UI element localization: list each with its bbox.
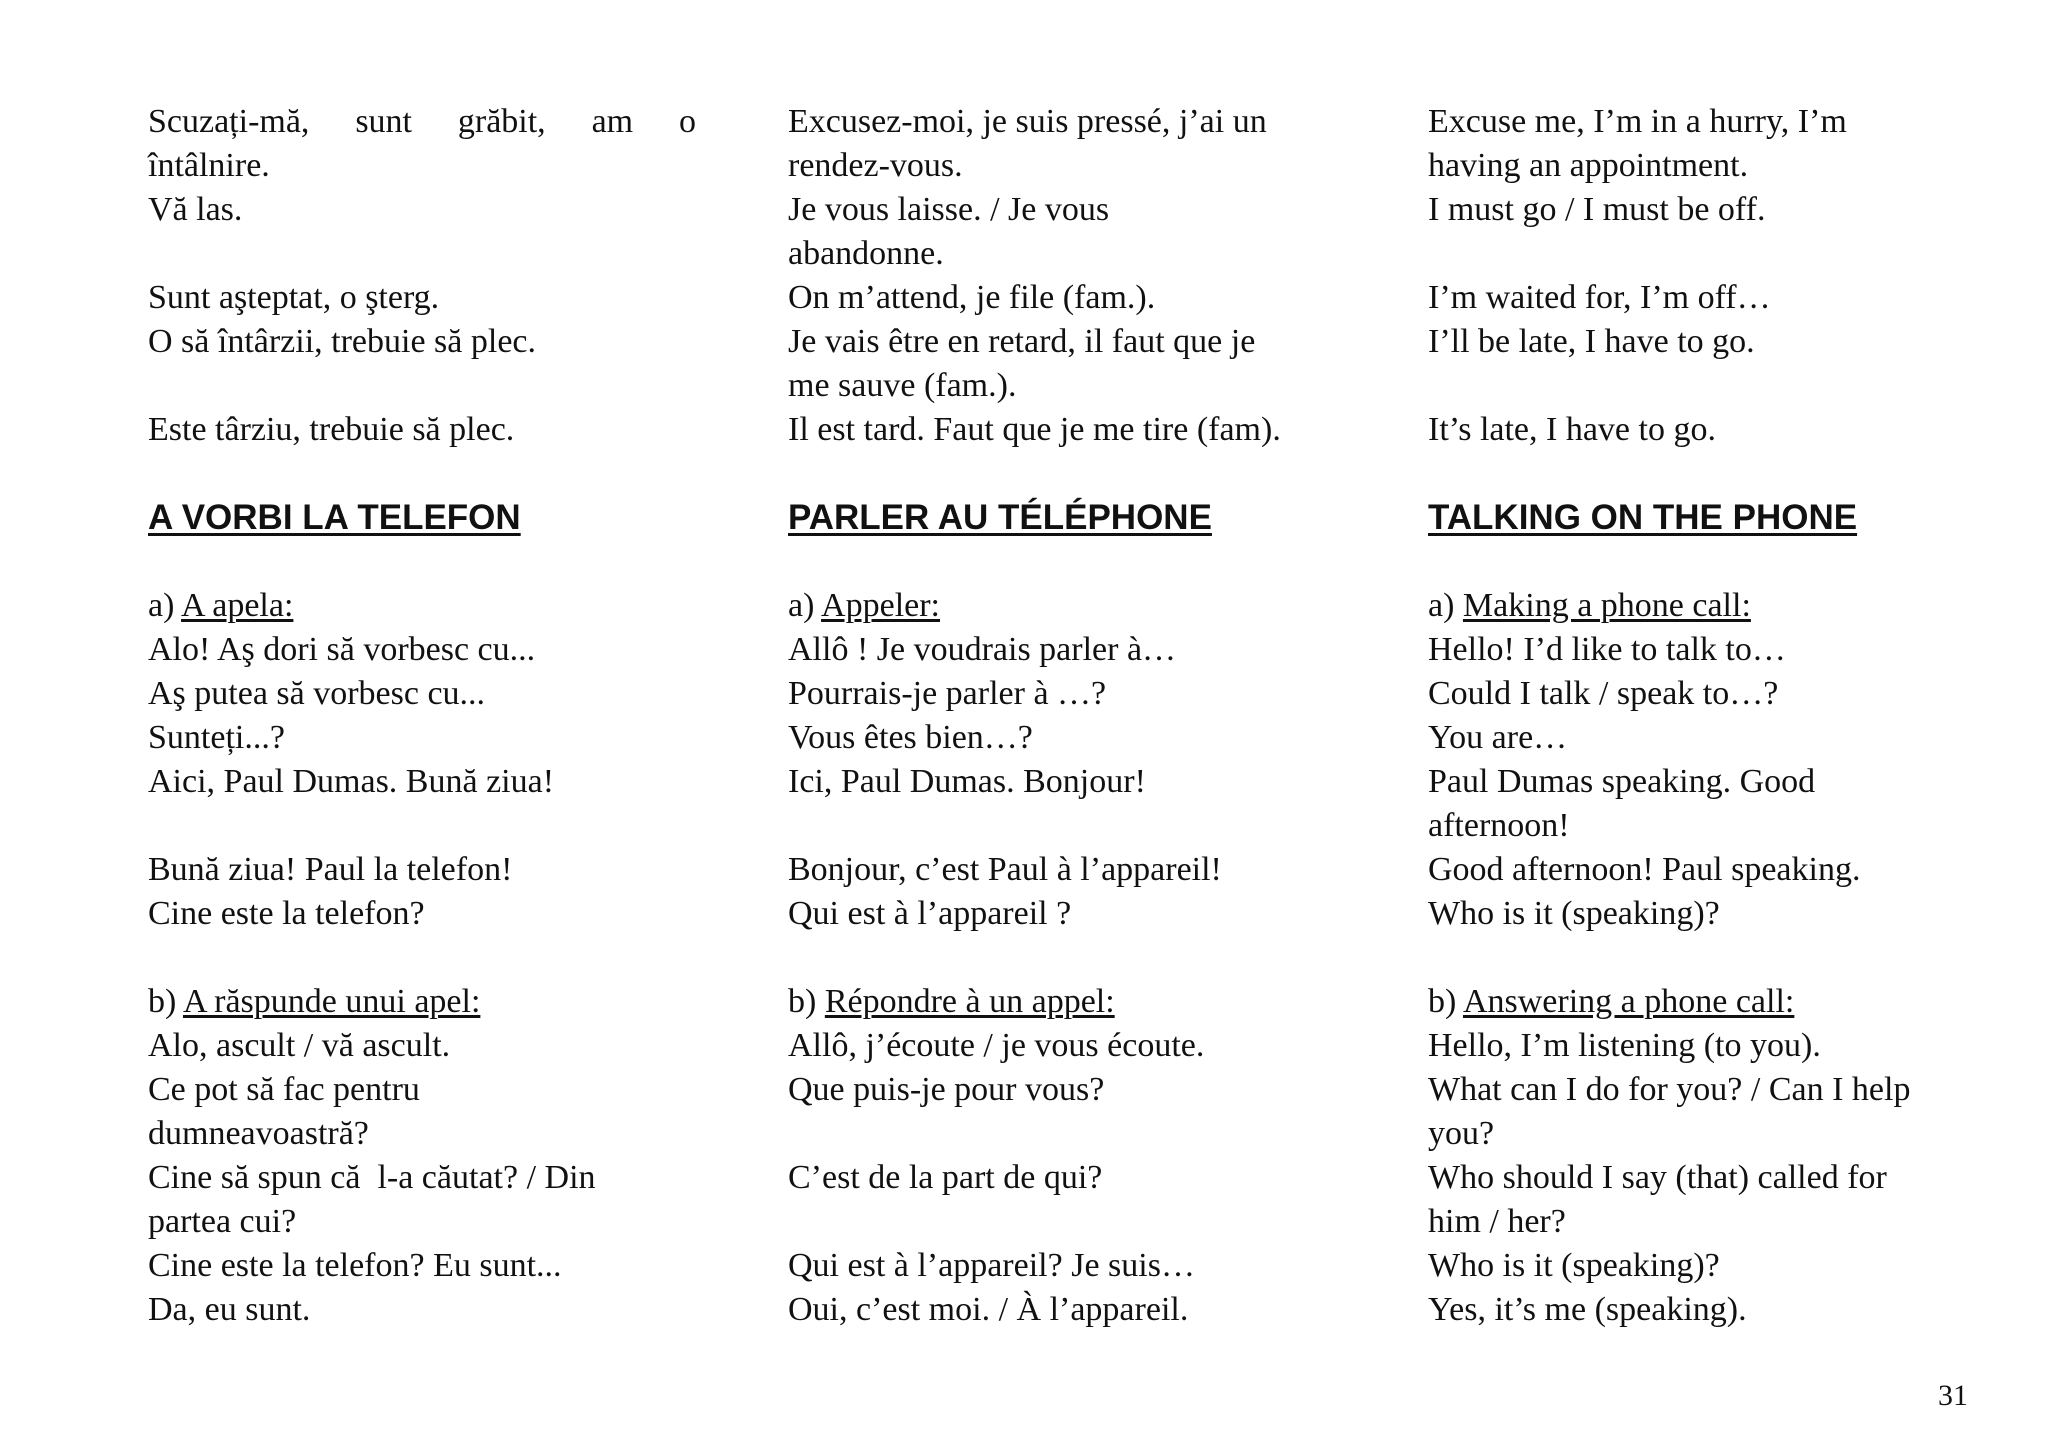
ro-a-title: A apela:	[181, 587, 294, 624]
spacer	[148, 364, 696, 408]
ro-b-prefix: b)	[148, 983, 183, 1020]
column-french	[788, 100, 1348, 1332]
en-a-line-4: Paul Dumas speaking. Good	[1428, 763, 1816, 800]
spacer	[788, 540, 1348, 584]
spacer	[148, 804, 696, 848]
ro-word: am	[591, 103, 634, 140]
ro-b-title: A răspunde unui apel:	[182, 983, 481, 1020]
en-intro-line-3: I must go / I must be off.	[1428, 191, 1766, 228]
en-b-line-7: Yes, it’s me (speaking).	[1428, 1291, 1747, 1328]
fr-intro-line-2: rendez-vous.	[788, 147, 963, 184]
column-english	[1428, 100, 1988, 1332]
ro-b-line-5: partea cui?	[148, 1203, 297, 1240]
en-b-line-3: you?	[1428, 1115, 1495, 1152]
ro-b-line-3: dumneavoastră?	[148, 1115, 369, 1152]
fr-b-line-6: Qui est à l’appareil? Je suis…	[788, 1247, 1195, 1284]
fr-b-line-1: Allô, j’écoute / je vous écoute.	[788, 1027, 1205, 1064]
fr-intro-line-1: Excusez-moi, je suis pressé, j’ai un	[788, 103, 1267, 140]
ro-intro-line-1	[148, 100, 696, 144]
ro-a-line-6: Bună ziua! Paul la telefon!	[148, 851, 513, 888]
en-subsection-b-title	[1428, 980, 1988, 1024]
ro-a-line-4: Aici, Paul Dumas. Bună ziua!	[148, 763, 555, 800]
ro-section-heading: A VORBI LA TELEFON	[148, 498, 521, 537]
ro-a-line-3: Sunteți...?	[148, 719, 285, 756]
fr-intro-line-3: Je vous laisse. / Je vous	[788, 191, 1110, 228]
ro-b-line-4: Cine să spun că l-a căutat? / Din	[148, 1159, 596, 1196]
spacer	[1428, 936, 1988, 980]
spacer	[1428, 232, 1988, 276]
fr-subsection-a-title	[788, 584, 1348, 628]
en-a-line-2: Could I talk / speak to…?	[1428, 675, 1779, 712]
en-intro-line-5: I’m waited for, I’m off…	[1428, 279, 1771, 316]
spacer	[788, 1200, 1348, 1244]
en-b-prefix: b)	[1428, 983, 1463, 1020]
fr-subsection-b-title	[788, 980, 1348, 1024]
ro-b-line-2: Ce pot să fac pentru	[148, 1071, 420, 1108]
fr-a-line-6: Bonjour, c’est Paul à l’appareil!	[788, 851, 1222, 888]
fr-a-line-7: Qui est à l’appareil ?	[788, 895, 1072, 932]
ro-intro-line-8: Este târziu, trebuie să plec.	[148, 411, 515, 448]
spacer	[788, 1112, 1348, 1156]
ro-intro-line-6: O să întârzii, trebuie să plec.	[148, 323, 537, 360]
fr-a-line-4: Ici, Paul Dumas. Bonjour!	[788, 763, 1146, 800]
en-a-line-3: You are…	[1428, 719, 1568, 756]
ro-subsection-b-title	[148, 980, 696, 1024]
spacer	[148, 540, 696, 584]
fr-a-line-3: Vous êtes bien…?	[788, 719, 1033, 756]
fr-b-line-7: Oui, c’est moi. / À l’appareil.	[788, 1291, 1189, 1328]
en-a-line-6: Good afternoon! Paul speaking.	[1428, 851, 1861, 888]
ro-intro-line-2: întâlnire.	[148, 147, 270, 184]
en-intro-line-1: Excuse me, I’m in a hurry, I’m	[1428, 103, 1847, 140]
en-intro-line-8: It’s late, I have to go.	[1428, 411, 1716, 448]
en-a-line-7: Who is it (speaking)?	[1428, 895, 1720, 932]
en-b-line-1: Hello, I’m listening (to you).	[1428, 1027, 1821, 1064]
ro-b-line-6: Cine este la telefon? Eu sunt...	[148, 1247, 562, 1284]
ro-a-line-2: Aş putea să vorbesc cu...	[148, 675, 486, 712]
spacer	[1428, 364, 1988, 408]
fr-a-prefix: a)	[788, 587, 822, 624]
en-a-line-1: Hello! I’d like to talk to…	[1428, 631, 1786, 668]
fr-intro-line-8: Il est tard. Faut que je me tire (fam).	[788, 411, 1281, 448]
en-b-line-4: Who should I say (that) called for	[1428, 1159, 1887, 1196]
fr-a-line-1: Allô ! Je voudrais parler à…	[788, 631, 1177, 668]
page-number: 31	[1938, 1379, 1968, 1412]
ro-b-line-1: Alo, ascult / vă ascult.	[148, 1027, 451, 1064]
ro-word: Scuzați-mă,	[148, 103, 310, 140]
en-intro-line-2: having an appointment.	[1428, 147, 1749, 184]
ro-intro-line-5: Sunt aşteptat, o şterg.	[148, 279, 440, 316]
ro-subsection-a-title	[148, 584, 696, 628]
fr-a-title: Appeler:	[821, 587, 940, 624]
en-b-line-6: Who is it (speaking)?	[1428, 1247, 1720, 1284]
fr-b-title: Répondre à un appel:	[824, 983, 1115, 1020]
ro-a-line-7: Cine este la telefon?	[148, 895, 425, 932]
en-a-prefix: a)	[1428, 587, 1463, 624]
en-a-title: Making a phone call:	[1462, 587, 1751, 624]
ro-word: o	[678, 103, 696, 140]
spacer	[148, 232, 696, 276]
fr-b-prefix: b)	[788, 983, 825, 1020]
ro-a-line-1: Alo! Aş dori să vorbesc cu...	[148, 631, 536, 668]
fr-intro-line-7: me sauve (fam.).	[788, 367, 1017, 404]
ro-a-prefix: a)	[148, 587, 182, 624]
en-a-line-5: afternoon!	[1428, 807, 1570, 844]
spacer	[1428, 540, 1988, 584]
en-intro-line-6: I’ll be late, I have to go.	[1428, 323, 1755, 360]
ro-b-line-7: Da, eu sunt.	[148, 1291, 311, 1328]
fr-intro-line-5: On m’attend, je file (fam.).	[788, 279, 1156, 316]
fr-intro-line-4: abandonne.	[788, 235, 944, 272]
ro-intro-line-3: Vă las.	[148, 191, 243, 228]
fr-b-line-2: Que puis-je pour vous?	[788, 1071, 1105, 1108]
en-subsection-a-title	[1428, 584, 1988, 628]
fr-intro-line-6: Je vais être en retard, il faut que je	[788, 323, 1256, 360]
spacer	[788, 452, 1348, 496]
en-b-line-2: What can I do for you? / Can I help	[1428, 1071, 1911, 1108]
ro-word: grăbit,	[457, 103, 546, 140]
en-b-title: Answering a phone call:	[1462, 983, 1795, 1020]
spacer	[1428, 452, 1988, 496]
column-romanian	[148, 100, 696, 1332]
ro-word: sunt	[355, 103, 412, 140]
en-section-heading: TALKING ON THE PHONE	[1428, 498, 1858, 537]
fr-section-heading: PARLER AU TÉLÉPHONE	[788, 498, 1212, 537]
en-b-line-5: him / her?	[1428, 1203, 1566, 1240]
spacer	[148, 936, 696, 980]
spacer	[788, 936, 1348, 980]
spacer	[148, 452, 696, 496]
fr-a-line-2: Pourrais-je parler à …?	[788, 675, 1107, 712]
fr-b-line-4: C’est de la part de qui?	[788, 1159, 1103, 1196]
spacer	[788, 804, 1348, 848]
